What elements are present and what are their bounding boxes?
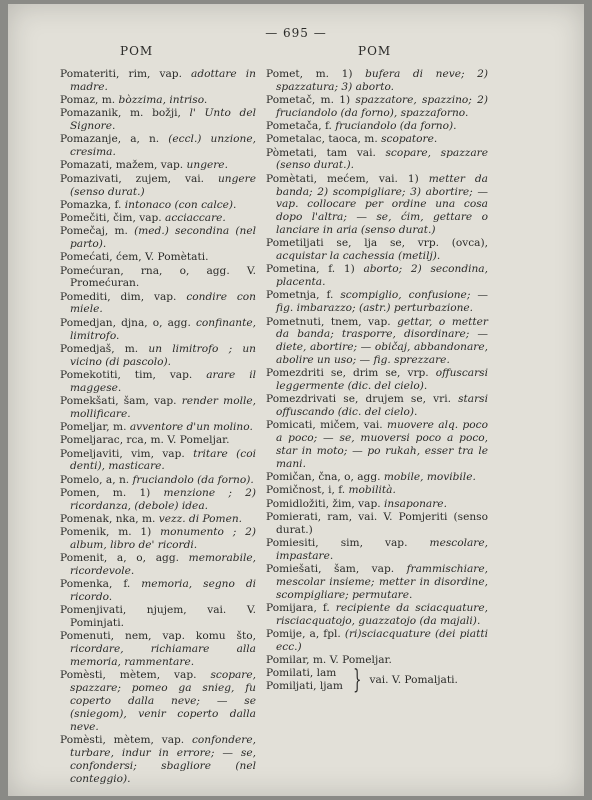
entry-lemma: Pomečiti, <box>60 212 110 225</box>
entry-grammar: f. <box>316 602 336 615</box>
entry-meaning: menzione ; 2) ricordanza, (debole) idea. <box>70 486 257 512</box>
dictionary-entry <box>60 526 256 552</box>
entry-lemma: Pomazati, <box>60 159 113 172</box>
entry-grammar: a, n. <box>121 133 169 146</box>
entry-lemma: Pomenuti, <box>60 630 115 643</box>
entry-meaning: tritare (coi denti), masticare. <box>70 447 256 473</box>
entry-lemma: Pomèsti, <box>60 669 106 682</box>
entry-meaning: ungere (senso durat.) <box>70 172 256 198</box>
dictionary-entry <box>60 107 256 133</box>
entry-grammar: taoca, m. <box>324 133 382 146</box>
entry-meaning: metter da banda; 2) scompigliare; 3) abortire; — vap. collocare per ordine una cosa dopo l'altra; — se, ćim, gettare o lanciare in aria (senso durat.) <box>276 172 488 237</box>
entry-grammar: rim, vap. <box>119 68 192 80</box>
entry-meaning: vezz. di Pomen. <box>158 512 243 525</box>
entry-meaning: offuscarsi leggermente (dic. del cielo). <box>276 367 488 393</box>
entry-meaning: monumento ; 2) album, libro de' ricordi. <box>70 526 256 551</box>
entry-lemma: Pomiljati, ljam <box>266 680 343 693</box>
entry-meaning: scopatore. <box>381 133 438 146</box>
dictionary-entry <box>266 484 488 497</box>
entry-lemma: Pometnja, <box>266 289 320 302</box>
entry-lemma: Pomateriti, <box>60 68 120 80</box>
left-column <box>60 68 256 786</box>
entry-lemma: Pomilati, lam <box>266 667 337 680</box>
entry-grammar: mètem, vap. <box>105 733 192 746</box>
right-column-entries <box>266 68 488 667</box>
dictionary-entry <box>60 669 256 733</box>
entry-grammar: m. <box>109 421 130 434</box>
entry-meaning: l' Unto del Signore. <box>70 107 256 133</box>
dictionary-entry <box>60 133 256 159</box>
entry-grammar: tnem, vap. <box>324 315 398 328</box>
entry-meaning: scopare, spazzare (senso durat.). <box>276 146 489 172</box>
dictionary-entry <box>266 237 488 263</box>
dictionary-entry <box>266 147 488 173</box>
entry-meaning: (med.) secondina (nel parto). <box>70 225 256 251</box>
entry-meaning: (ri)sciacquature (dei piatti ecc.) <box>276 628 488 653</box>
dictionary-entry <box>60 734 256 785</box>
entry-meaning: frammischiare, mescolar insieme; metter in disordine, scompigliare; permutare. <box>276 563 488 601</box>
dictionary-entry <box>266 419 488 470</box>
entry-lemma: Pomedjan, <box>60 316 116 329</box>
entry-lemma: Pomicati, <box>266 419 316 432</box>
entry-meaning: intonaco (con calce). <box>124 198 237 211</box>
entry-meaning: insaponare. <box>383 497 447 510</box>
entry-meaning: memorabile, ricordevole. <box>70 552 256 578</box>
entry-grammar: rna, o, agg. V. Promećuran. <box>70 264 256 290</box>
entry-grammar: vim, vap. <box>122 447 194 460</box>
entry-grammar: lja se, vrp. (ovca), <box>351 237 488 250</box>
dictionary-entry <box>60 173 256 199</box>
entry-lemma: Pomaz, <box>60 94 99 107</box>
entry-lemma: Pomèsti, <box>60 733 106 746</box>
dictionary-page <box>8 4 584 796</box>
entry-lemma: Pomazka, <box>60 198 112 211</box>
entry-lemma: Pomierati, <box>266 510 322 523</box>
entry-meaning: spazzatore, spazzino; 2) fruciandolo (da forno), spazzaforno. <box>276 94 488 119</box>
entry-grammar: m. 1) <box>109 526 161 539</box>
dictionary-entry <box>60 578 256 604</box>
entry-grammar: a, fpl. <box>305 628 345 641</box>
entry-lemma: Pometača, <box>266 120 322 133</box>
entry-lemma: Pomen, <box>60 486 100 499</box>
entry-meaning: starsi offuscando (dic. del cielo). <box>276 393 488 419</box>
dictionary-entry <box>266 289 488 315</box>
dictionary-entry <box>60 94 256 107</box>
dictionary-entry <box>60 225 256 251</box>
entry-lemma: Pomekotiti, <box>60 368 121 381</box>
entry-grammar: ram, vai. V. Pomjeriti (senso durat.) <box>276 510 488 536</box>
dictionary-entry <box>266 602 488 628</box>
entry-grammar: m. božji, <box>121 107 190 120</box>
dictionary-entry <box>60 343 256 369</box>
dictionary-entry <box>60 369 256 395</box>
entry-meaning: confinante, limitrofo. <box>70 316 256 342</box>
entry-lemma: Pomijara, <box>266 602 317 615</box>
entry-grammar: drujem se, vri. <box>358 393 459 406</box>
dictionary-entry <box>266 628 488 654</box>
entry-meaning: mobilità. <box>348 484 396 497</box>
entry-lemma: Pomiesiti, <box>266 537 319 550</box>
entry-lemma: Pomenak, <box>60 512 113 525</box>
entry-meaning: fruciandolo (da forno). <box>132 473 254 486</box>
dictionary-entry <box>60 448 256 474</box>
dictionary-entry <box>266 120 488 133</box>
entry-grammar: sim, vap. <box>318 537 430 550</box>
entry-lemma: Pomiešati, <box>266 563 322 576</box>
dictionary-entry <box>266 173 488 237</box>
entry-lemma: Pomilar, <box>266 654 310 667</box>
entry-grammar: nem, vap. komu što, <box>114 630 256 643</box>
dictionary-entry <box>60 68 256 94</box>
entry-meaning: memoria, segno di ricordo. <box>70 578 256 604</box>
entry-lemma: Pomečaj, <box>60 225 109 238</box>
dictionary-entry <box>60 395 256 421</box>
entry-lemma: Pometnuti, <box>266 315 325 328</box>
entry-lemma: Pomenjivati, <box>60 604 127 617</box>
entry-meaning: acquistar la cachessia (metilj). <box>276 250 441 263</box>
entry-grammar: vai. V. Pomaljati. <box>369 673 458 686</box>
entry-grammar: m. 1) <box>303 68 366 80</box>
entry-lemma: Pomediti, <box>60 290 111 303</box>
entry-lemma: Pomičnost, <box>266 484 325 497</box>
entry-meaning: confondere, turbare, indur in errore; — se, confondersi; sbagliore (nel conteggio). <box>70 733 256 785</box>
entry-grammar: mičem, vai. <box>315 419 388 432</box>
entry-lemma: Pomelo, <box>60 473 103 486</box>
entry-grammar: tim, vap. <box>120 368 207 381</box>
dictionary-entry <box>60 630 256 669</box>
entry-lemma: Pomenka, <box>60 578 113 591</box>
entry-grammar: dim, vap. <box>110 290 187 303</box>
entry-lemma: Pòmetati, <box>266 146 317 159</box>
entry-meaning: aborto; 2) secondina, placenta. <box>276 263 488 289</box>
page-number: — 695 — <box>265 26 327 40</box>
entry-grammar: mètem, vap. <box>105 669 211 682</box>
entry-grammar: f. <box>319 289 341 302</box>
entry-meaning: recipiente da sciacquature, risciacquatojo, guazzatojo (da majali). <box>276 602 488 627</box>
entry-lemma: Pomezdriti se, <box>266 367 346 380</box>
entry-lemma: Pomeljaviti, <box>60 447 123 460</box>
entry-grammar: šam, vap. <box>321 563 407 576</box>
dictionary-entry <box>60 552 256 578</box>
dictionary-entry <box>60 604 256 630</box>
entry-meaning: acciaccare. <box>165 212 226 225</box>
entry-meaning: adottare in madre. <box>70 68 256 93</box>
dictionary-entry <box>266 511 488 537</box>
entry-meaning: bòzzima, intriso. <box>118 94 208 107</box>
dictionary-entry <box>60 265 256 291</box>
dictionary-entry <box>266 537 488 563</box>
entry-lemma: Pomazanje, <box>60 133 122 146</box>
entry-grammar: f. <box>111 198 125 211</box>
entry-grammar: mećem, vai. 1) <box>316 172 429 185</box>
dictionary-entry <box>60 291 256 317</box>
dictionary-entry <box>60 212 256 225</box>
dictionary-entry <box>60 434 256 447</box>
entry-lemma: Pomezdrivati se, <box>266 393 359 406</box>
dictionary-entry <box>266 498 488 511</box>
entry-meaning: ungere. <box>186 159 228 172</box>
entry-meaning: mobile, movibile. <box>383 471 476 484</box>
entry-meaning: fruciandolo (da forno). <box>335 120 457 133</box>
dictionary-entry <box>60 159 256 172</box>
entry-lemma: Pomazanik, <box>60 107 122 120</box>
entry-lemma: Pomeljarac, <box>60 434 124 447</box>
entry-lemma: Pometiljati se, <box>266 237 352 250</box>
entry-grammar: njujem, vai. V. Pominjati. <box>70 604 256 630</box>
entry-meaning: scompiglio, confusione; — fig. imbarazzo; (astr.) perturbazione. <box>276 289 488 315</box>
entry-lemma: Pometač, <box>266 94 316 107</box>
entry-lemma: Pomet, <box>266 68 304 80</box>
dictionary-entry <box>266 471 488 484</box>
entry-meaning: mescolare, impastare. <box>276 537 488 562</box>
entry-grammar: šam, vap. <box>118 394 182 407</box>
entry-grammar: tam vai. <box>316 146 386 159</box>
entry-grammar: f. <box>112 578 142 591</box>
entry-lemma: Pomidložiti, <box>266 497 330 510</box>
right-column <box>266 68 489 696</box>
dictionary-entry <box>266 68 488 94</box>
entry-meaning: ricordare, richiamare alla memoria, rammentare. <box>70 643 256 669</box>
entry-grammar: čna, o, agg. <box>314 471 384 484</box>
entry-meaning: (eccl.) unzione, cresima. <box>70 133 256 159</box>
entry-grammar: žim, vap. <box>329 497 384 510</box>
entry-grammar: djna, o, agg. <box>115 316 196 329</box>
entry-grammar: m. V. Pomeljar. <box>309 654 392 667</box>
entry-meaning: condire con miele. <box>70 290 257 316</box>
entry-grammar: m. 1) <box>315 94 356 107</box>
entry-meaning: bufera di neve; 2) spazzatura; 3) aborto. <box>276 68 488 93</box>
entry-grammar: m. 1) <box>99 486 164 499</box>
entry-lemma: Pomećuran, <box>60 264 124 277</box>
entry-grammar: f. <box>321 120 336 133</box>
entry-lemma: Pometina, <box>266 263 320 276</box>
entry-grammar: a, n. <box>102 473 133 486</box>
dictionary-entry <box>266 654 488 667</box>
entry-lemma: Pomètati, <box>266 172 317 185</box>
entry-meaning: render molle, mollificare. <box>70 394 256 420</box>
entry-grammar: f. 1) <box>319 263 364 276</box>
entry-lemma: Pomekšati, <box>60 394 119 407</box>
dictionary-entry <box>60 487 256 513</box>
entry-meaning: avventore d'un molino. <box>129 421 253 434</box>
dictionary-entry <box>60 317 256 343</box>
entry-grammar: drim se, vrp. <box>345 367 436 380</box>
lemma-group <box>266 667 343 693</box>
running-head-right: POM <box>358 44 392 58</box>
dictionary-entry <box>266 367 488 393</box>
dictionary-entry <box>266 563 488 602</box>
entry-meaning: gettar, o metter da banda; trasporre, disordinare; — diete, abortire; — običaj, abbandonare, abolire un uso; — fig. sprezzare. <box>276 315 488 367</box>
dictionary-entry <box>266 316 488 367</box>
dictionary-entry <box>60 421 256 434</box>
entry-grammar: a, o, agg. <box>107 552 189 565</box>
entry-lemma: Pomeljar, <box>60 421 110 434</box>
brace-glyph: } <box>353 665 362 696</box>
dictionary-entry <box>266 393 488 419</box>
entry-grammar: rca, m. V. Pomeljar. <box>123 434 230 447</box>
entry-meaning: muovere alq. poco a poco; — se, muoversi poco a poco, star in moto; — po rukah, esser tra le mani. <box>276 419 488 470</box>
dictionary-entry <box>60 513 256 526</box>
entry-grammar: m. <box>114 342 149 355</box>
dictionary-entry <box>266 665 488 696</box>
entry-grammar: čim, vap. <box>109 212 166 225</box>
entry-lemma: Pomazivati, <box>60 172 122 185</box>
dictionary-entry <box>266 133 488 146</box>
entry-grammar: zujem, vai. <box>121 172 218 185</box>
entry-meaning: arare il maggese. <box>70 368 256 394</box>
entry-lemma: Pomije, <box>266 628 306 641</box>
dictionary-entry <box>266 263 488 289</box>
entry-meaning: un limitrofo ; un vicino (di pascolo). <box>70 342 257 368</box>
entry-grammar: mažem, vap. <box>112 159 187 172</box>
dictionary-entry <box>60 251 256 264</box>
entry-meaning: scopare, spazzare; pomeo ga snieg, fu coperto dalla neve; — se (sniegom), venir coperto dalla neve. <box>70 669 256 733</box>
entry-lemma: Pometalac, <box>266 133 325 146</box>
entry-grammar: i, f. <box>324 484 349 497</box>
entry-grammar: ćem, V. Pomètati. <box>112 251 209 264</box>
entry-lemma: Pomenit, <box>60 552 108 565</box>
entry-lemma: Pomenik, <box>60 526 110 539</box>
dictionary-entry <box>60 199 256 212</box>
entry-lemma: Pomedjaš, <box>60 342 115 355</box>
running-head-left: POM <box>120 44 154 58</box>
entry-lemma: Pomećati, <box>60 251 113 264</box>
entry-grammar: nka, m. <box>112 512 159 525</box>
entry-grammar: m. <box>108 225 135 238</box>
entry-lemma: Pomičan, <box>266 471 315 484</box>
dictionary-entry <box>266 94 488 120</box>
dictionary-entry <box>60 474 256 487</box>
entry-grammar: m. <box>98 94 119 107</box>
